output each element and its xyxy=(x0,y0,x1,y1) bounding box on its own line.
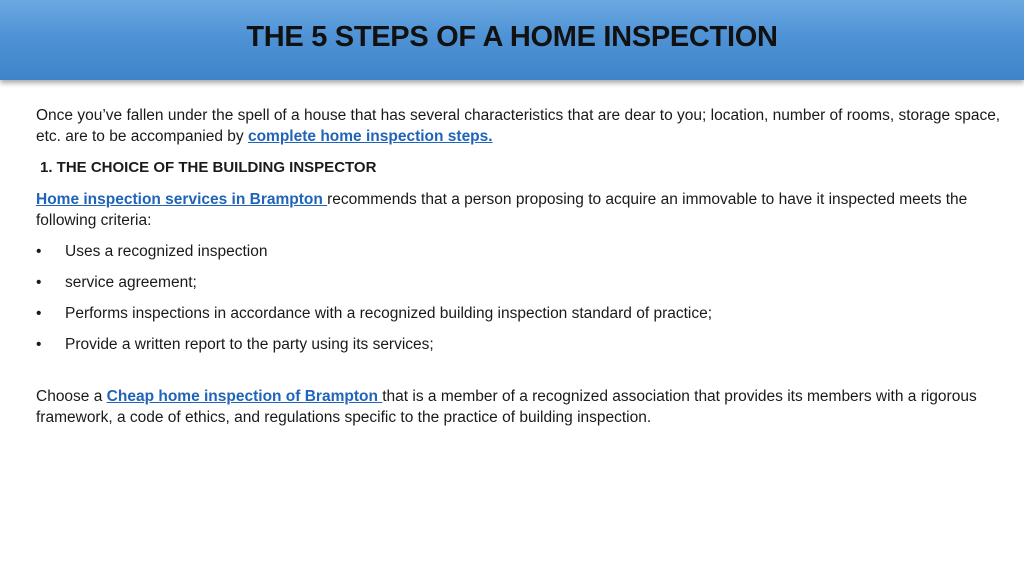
complete-inspection-steps-link[interactable]: complete home inspection steps. xyxy=(247,128,493,145)
header-bar xyxy=(0,0,1024,80)
list-item-text: Provide a written report to the party using its services; xyxy=(65,336,434,353)
brampton-services-link[interactable]: Home inspection services in Brampton xyxy=(36,191,328,208)
step-1-text: recommends that a person proposing to acquire an immovable to have it inspected meets the following criteria: xyxy=(36,191,968,229)
slide-title: THE 5 STEPS OF A HOME INSPECTION xyxy=(246,21,778,53)
criteria-list xyxy=(36,241,1024,355)
list-item-text: Uses a recognized inspection xyxy=(65,243,268,260)
slide-content xyxy=(36,105,1024,438)
closing-lead: Choose a xyxy=(36,388,107,405)
list-item xyxy=(36,303,1024,324)
step-1-heading: 1. THE CHOICE OF THE BUILDING INSPECTOR xyxy=(40,159,377,176)
bullet-icon: • xyxy=(36,336,42,353)
list-item-text: service agreement; xyxy=(65,274,197,291)
bullet-icon: • xyxy=(36,274,42,291)
list-item-text: Performs inspections in accordance with a recognized building inspection standard of practice; xyxy=(65,305,713,322)
list-item xyxy=(36,272,1024,293)
bullet-icon: • xyxy=(36,243,42,260)
intro-text: Once you’ve fallen under the spell of a house that has several characteristics that are dear to you; location, number of rooms, storage space, etc. are to be accompanied by xyxy=(36,107,1001,145)
cheap-inspection-link[interactable]: Cheap home inspection of Brampton xyxy=(106,388,383,405)
step-1-paragraph xyxy=(36,189,1024,231)
closing-paragraph xyxy=(36,386,1024,428)
list-item xyxy=(36,334,1024,355)
list-item xyxy=(36,241,1024,262)
intro-paragraph xyxy=(36,105,1024,147)
bullet-icon: • xyxy=(36,305,42,322)
spacer xyxy=(36,365,1024,386)
closing-text: that is a member of a recognized association that provides its members with a rigorous framework, a code of ethics, and regulations specific to the practice of building inspection. xyxy=(36,388,977,426)
